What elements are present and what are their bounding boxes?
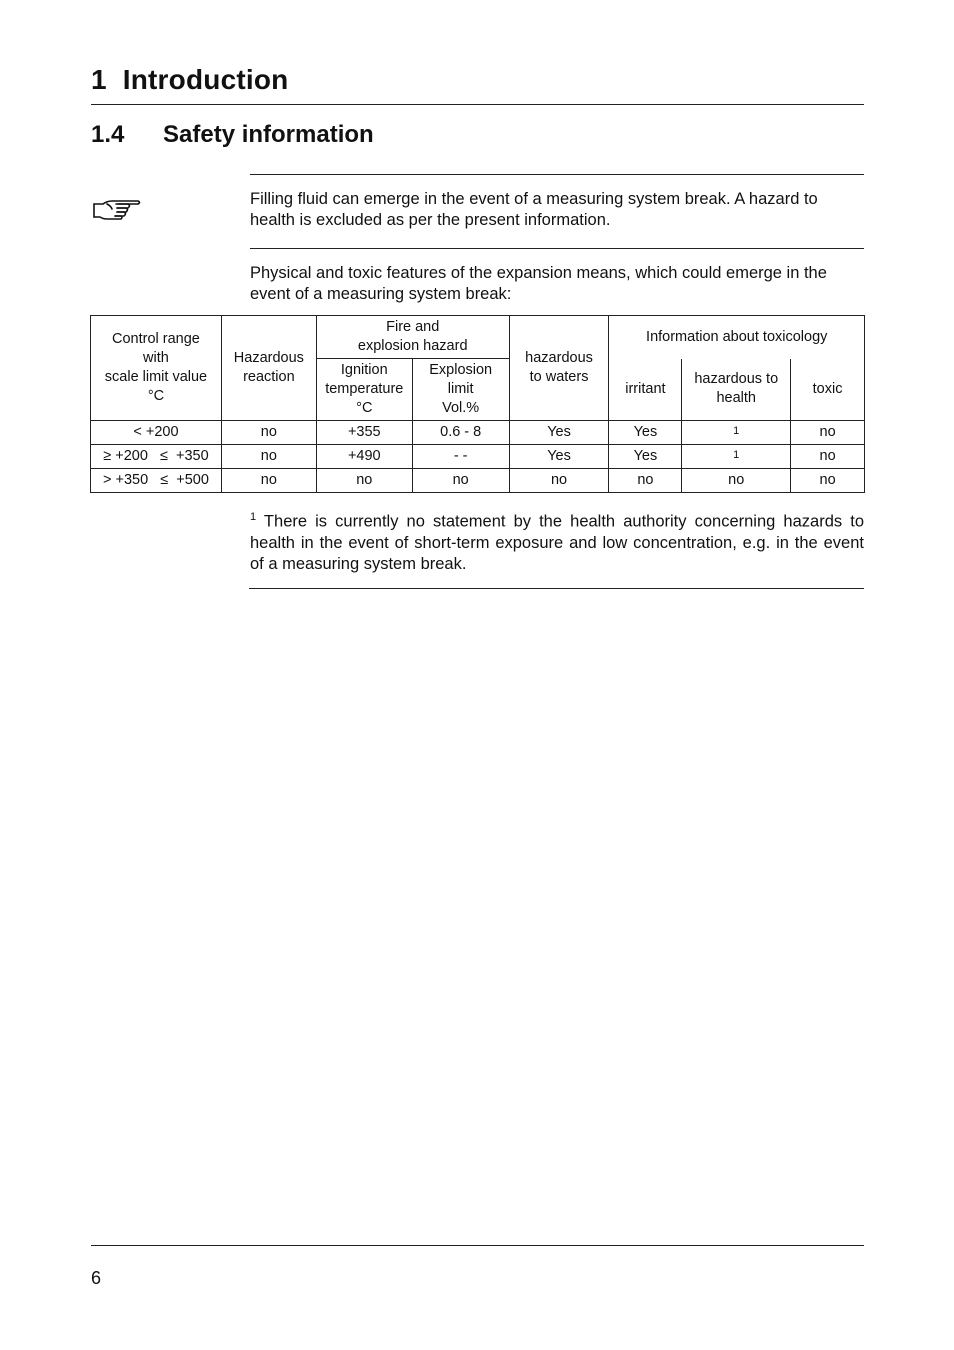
footer-rule xyxy=(91,1245,864,1246)
section-number: 1.4 xyxy=(91,121,125,148)
footnote-text: There is currently no statement by the health authority concerning hazards to health in the event of short-term exposure and low concentration, e.g. in the event of a measuring system break. xyxy=(250,512,864,573)
chapter-rule xyxy=(91,104,864,105)
page-number: 6 xyxy=(91,1268,102,1288)
note-text: Filling fluid can emerge in the event of a measuring system break. A hazard to health is excluded as per the present information. xyxy=(250,190,818,229)
header-control-range: Control range with scale limit value °C xyxy=(91,316,222,421)
note-top-rule xyxy=(250,174,864,175)
table-row: < +200 no +355 0.6 - 8 Yes Yes $^1$ no xyxy=(91,421,865,445)
footnote-ref: 1 xyxy=(733,425,740,437)
chapter-title xyxy=(91,64,288,96)
section-title-text: Safety information xyxy=(163,121,374,148)
toxicology-table xyxy=(90,315,865,493)
header-hazardous-health: hazardous to health xyxy=(682,359,791,421)
header-toxic: toxic xyxy=(791,359,865,421)
header-toxicology: Information about toxicology xyxy=(609,316,865,359)
header-irritant: irritant xyxy=(609,359,682,421)
header-hazardous-waters: hazardous to waters xyxy=(509,316,609,421)
header-explosion: Explosion limit Vol.% xyxy=(412,359,509,421)
footnote-bottom-rule xyxy=(249,588,864,589)
footnote-ref: 1 xyxy=(733,449,740,461)
header-fire-explosion: Fire and explosion hazard xyxy=(316,316,509,359)
chapter-title-text: Introduction xyxy=(122,64,289,95)
intro-text: Physical and toxic features of the expansion means, which could emerge in the event of a measuring system break: xyxy=(250,264,827,303)
note-bottom-rule xyxy=(250,248,864,249)
header-hazardous-reaction: Hazardous reaction xyxy=(221,316,316,421)
header-ignition: Ignition temperature °C xyxy=(316,359,412,421)
footnote-marker: 1 xyxy=(250,511,257,523)
section-title xyxy=(91,121,374,149)
footnote xyxy=(250,507,864,575)
pointing-hand-icon xyxy=(91,196,143,226)
table-row: ≥ +200 ≤ +350 no +490 - - Yes Yes $^1$ no xyxy=(91,445,865,469)
table-row: > +350 ≤ +500 no no no no no no no xyxy=(91,469,865,493)
chapter-number: 1 xyxy=(91,64,107,95)
